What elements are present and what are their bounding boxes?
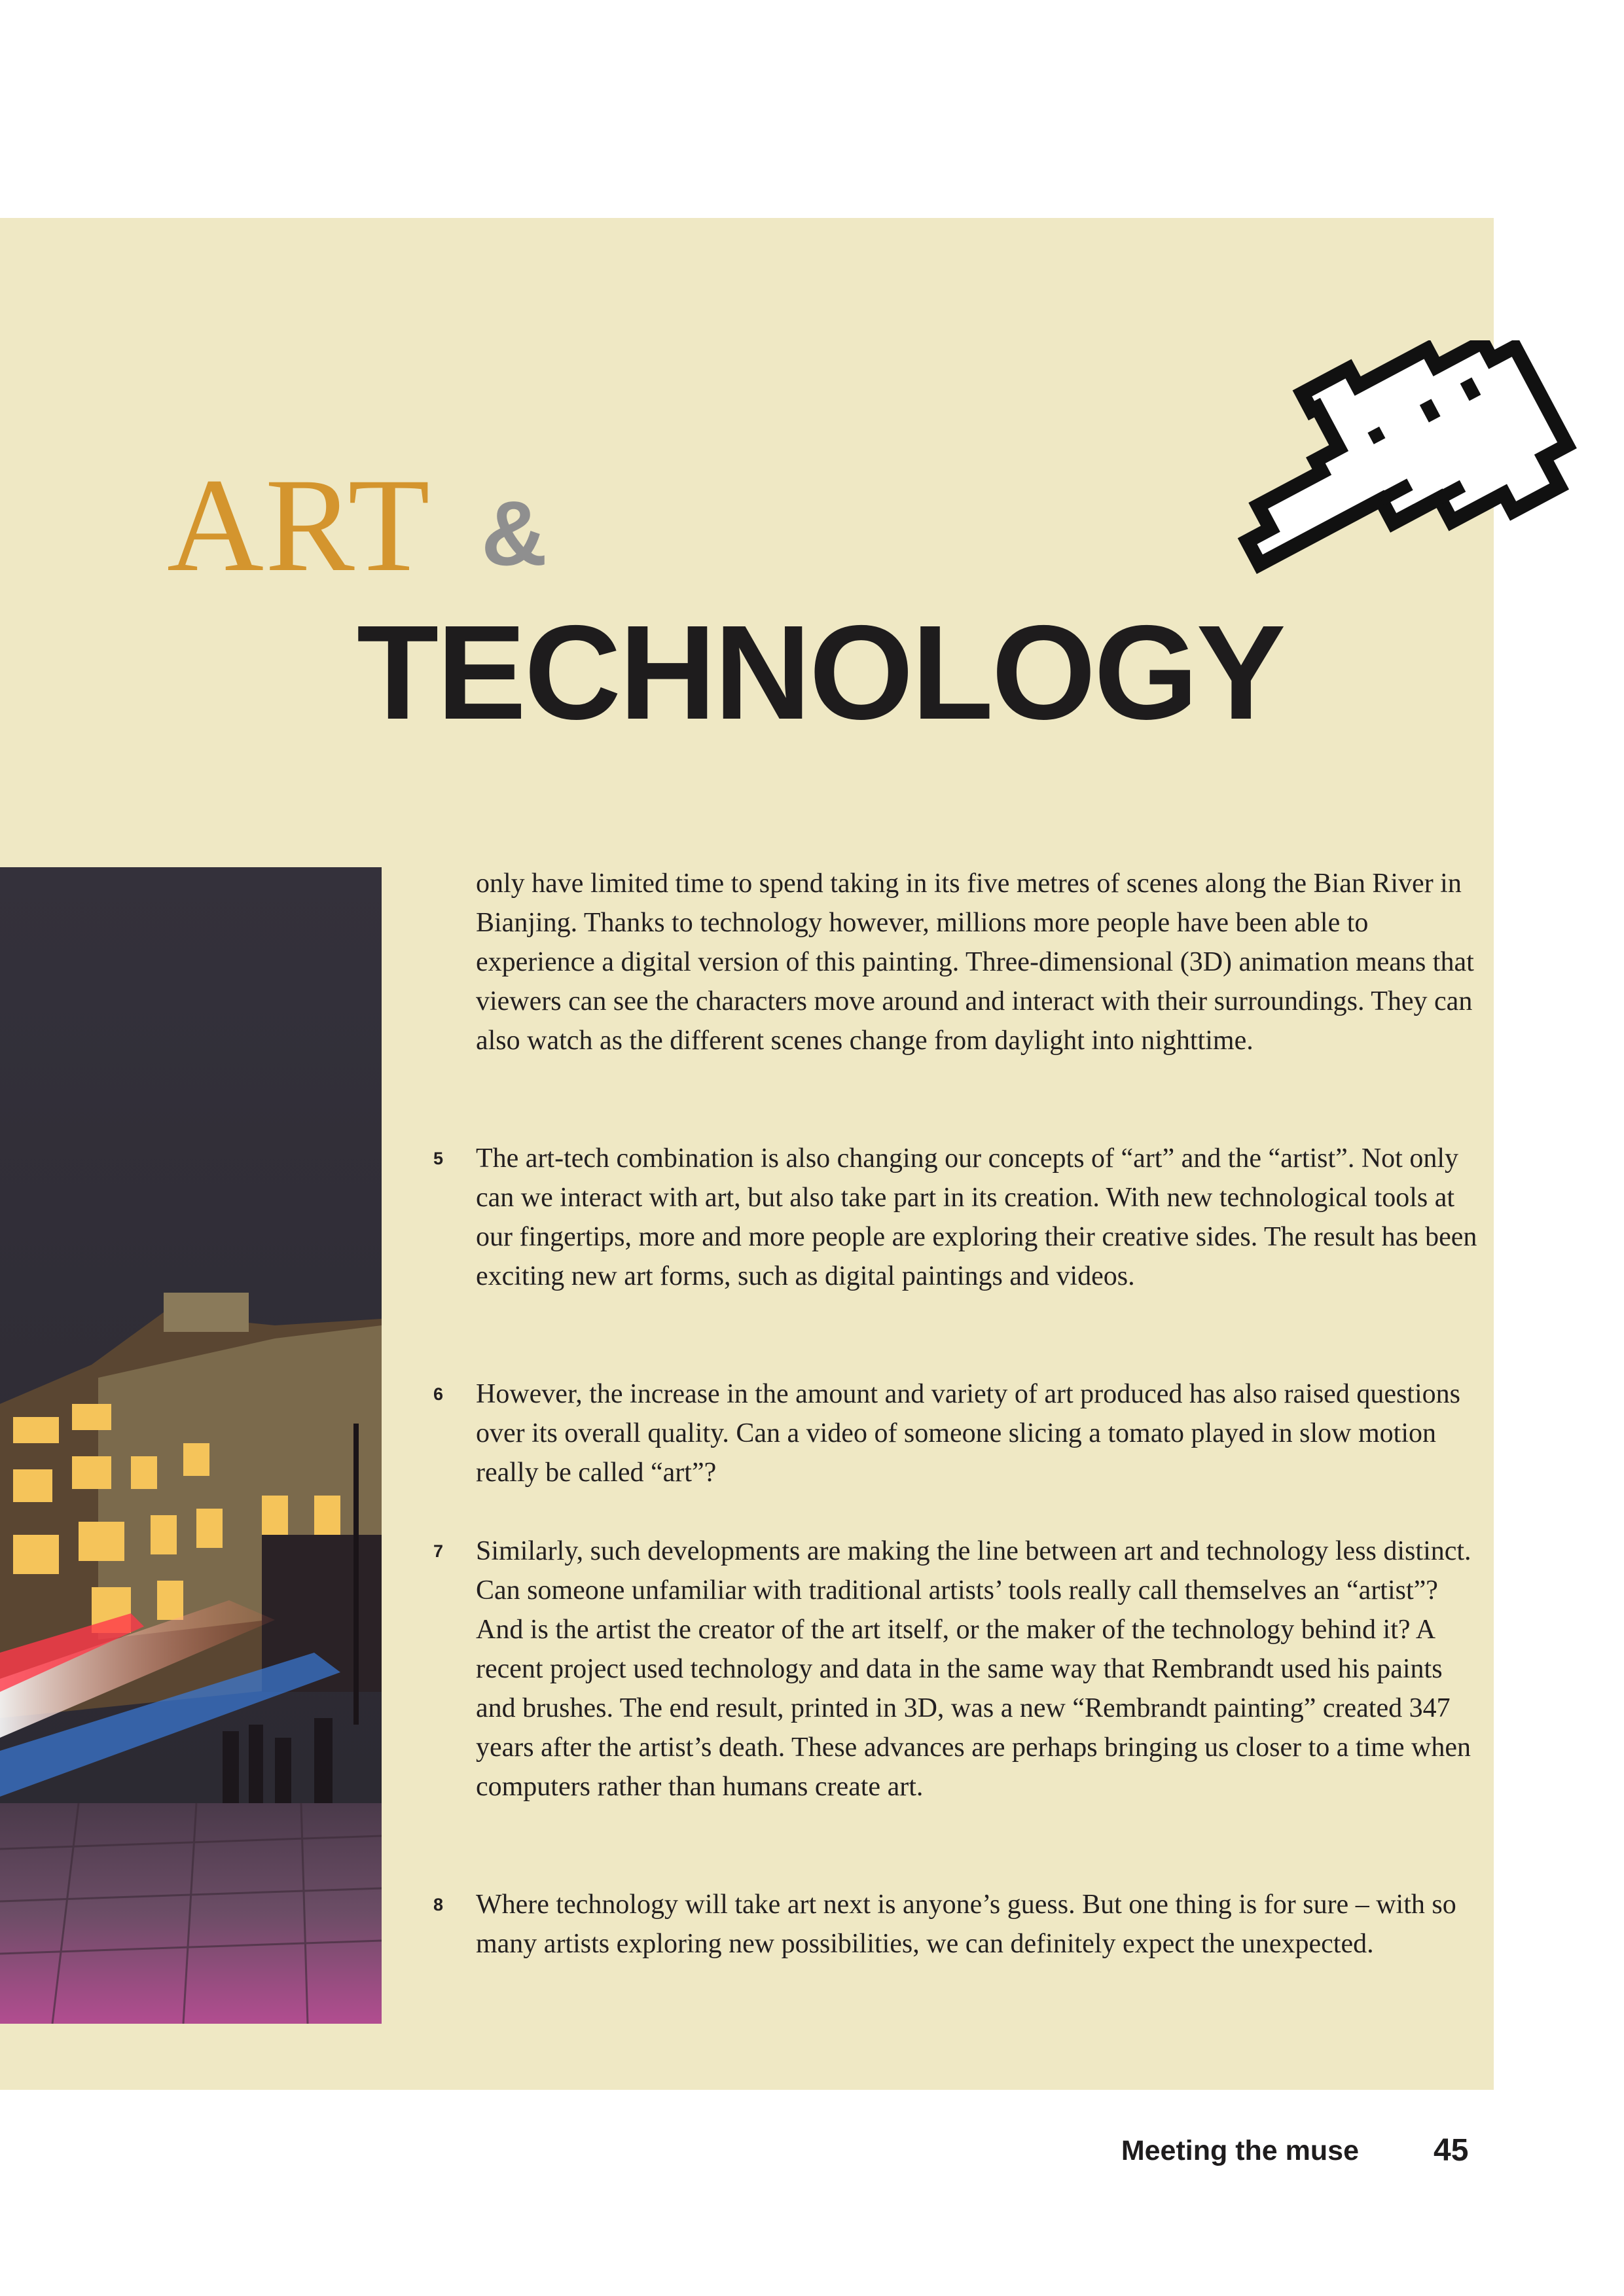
paragraph-number: 5 bbox=[433, 1149, 444, 1168]
title-ampersand: & bbox=[481, 482, 548, 584]
paragraph: The art-tech combination is also changing our concepts of “art” and the “artist”. Not only can we interact with art, but also take part in its creation. With new technological tools at our fingertips, more and more people are exploring their creative sides. The result has been exciting new art forms, such as digital paintings and videos. bbox=[476, 1143, 1477, 1291]
footer-section-title: Meeting the muse bbox=[1121, 2135, 1359, 2166]
paragraph-number: 6 bbox=[433, 1384, 444, 1404]
paragraph: Similarly, such developments are making the line between art and technology less distinct. Can someone unfamiliar with traditional artists’ tools really call themselves an “artist”? And is the artist the creator of the art itself, or the maker of the technology behind it? A recent project used technology and data in the same way that Rembrandt used his paints and brushes. The end result, printed in 3D, was a new “Rembrandt painting” created 347 years after the artist’s death. These advances are perhaps bringing us closer to a time when computers rather than humans create art. bbox=[476, 1536, 1471, 1802]
paragraph: However, the increase in the amount and variety of art produced has also raised questions over its overall quality. Can a video of someone slicing a tomato played in slow motion really be called “art”? bbox=[476, 1379, 1460, 1488]
paragraph-continued: only have limited time to spend taking in its five metres of scenes along the Bian River in Bianjing. Thanks to technology however, millions more people have been able to experience a digital version of this painting. Three-dimensional (3D) animation means that viewers can see the characters move around and interact with their surroundings. They can also watch as the different scenes change from daylight into nighttime. bbox=[476, 869, 1474, 1056]
page-number: 45 bbox=[1434, 2133, 1469, 2168]
paragraph-number: 8 bbox=[433, 1895, 444, 1914]
paragraph-number: 7 bbox=[433, 1541, 444, 1561]
paragraph: Where technology will take art next is anyone’s guess. But one thing is for sure – with so many artists exploring new possibilities, we can definitely expect the unexpected. bbox=[476, 1890, 1456, 1959]
pointing-hand-cursor-icon bbox=[1204, 340, 1581, 599]
title-art: ART bbox=[167, 451, 431, 600]
title-technology: TECHNOLOGY bbox=[357, 598, 1284, 747]
night-city-street-photo bbox=[0, 867, 382, 2024]
